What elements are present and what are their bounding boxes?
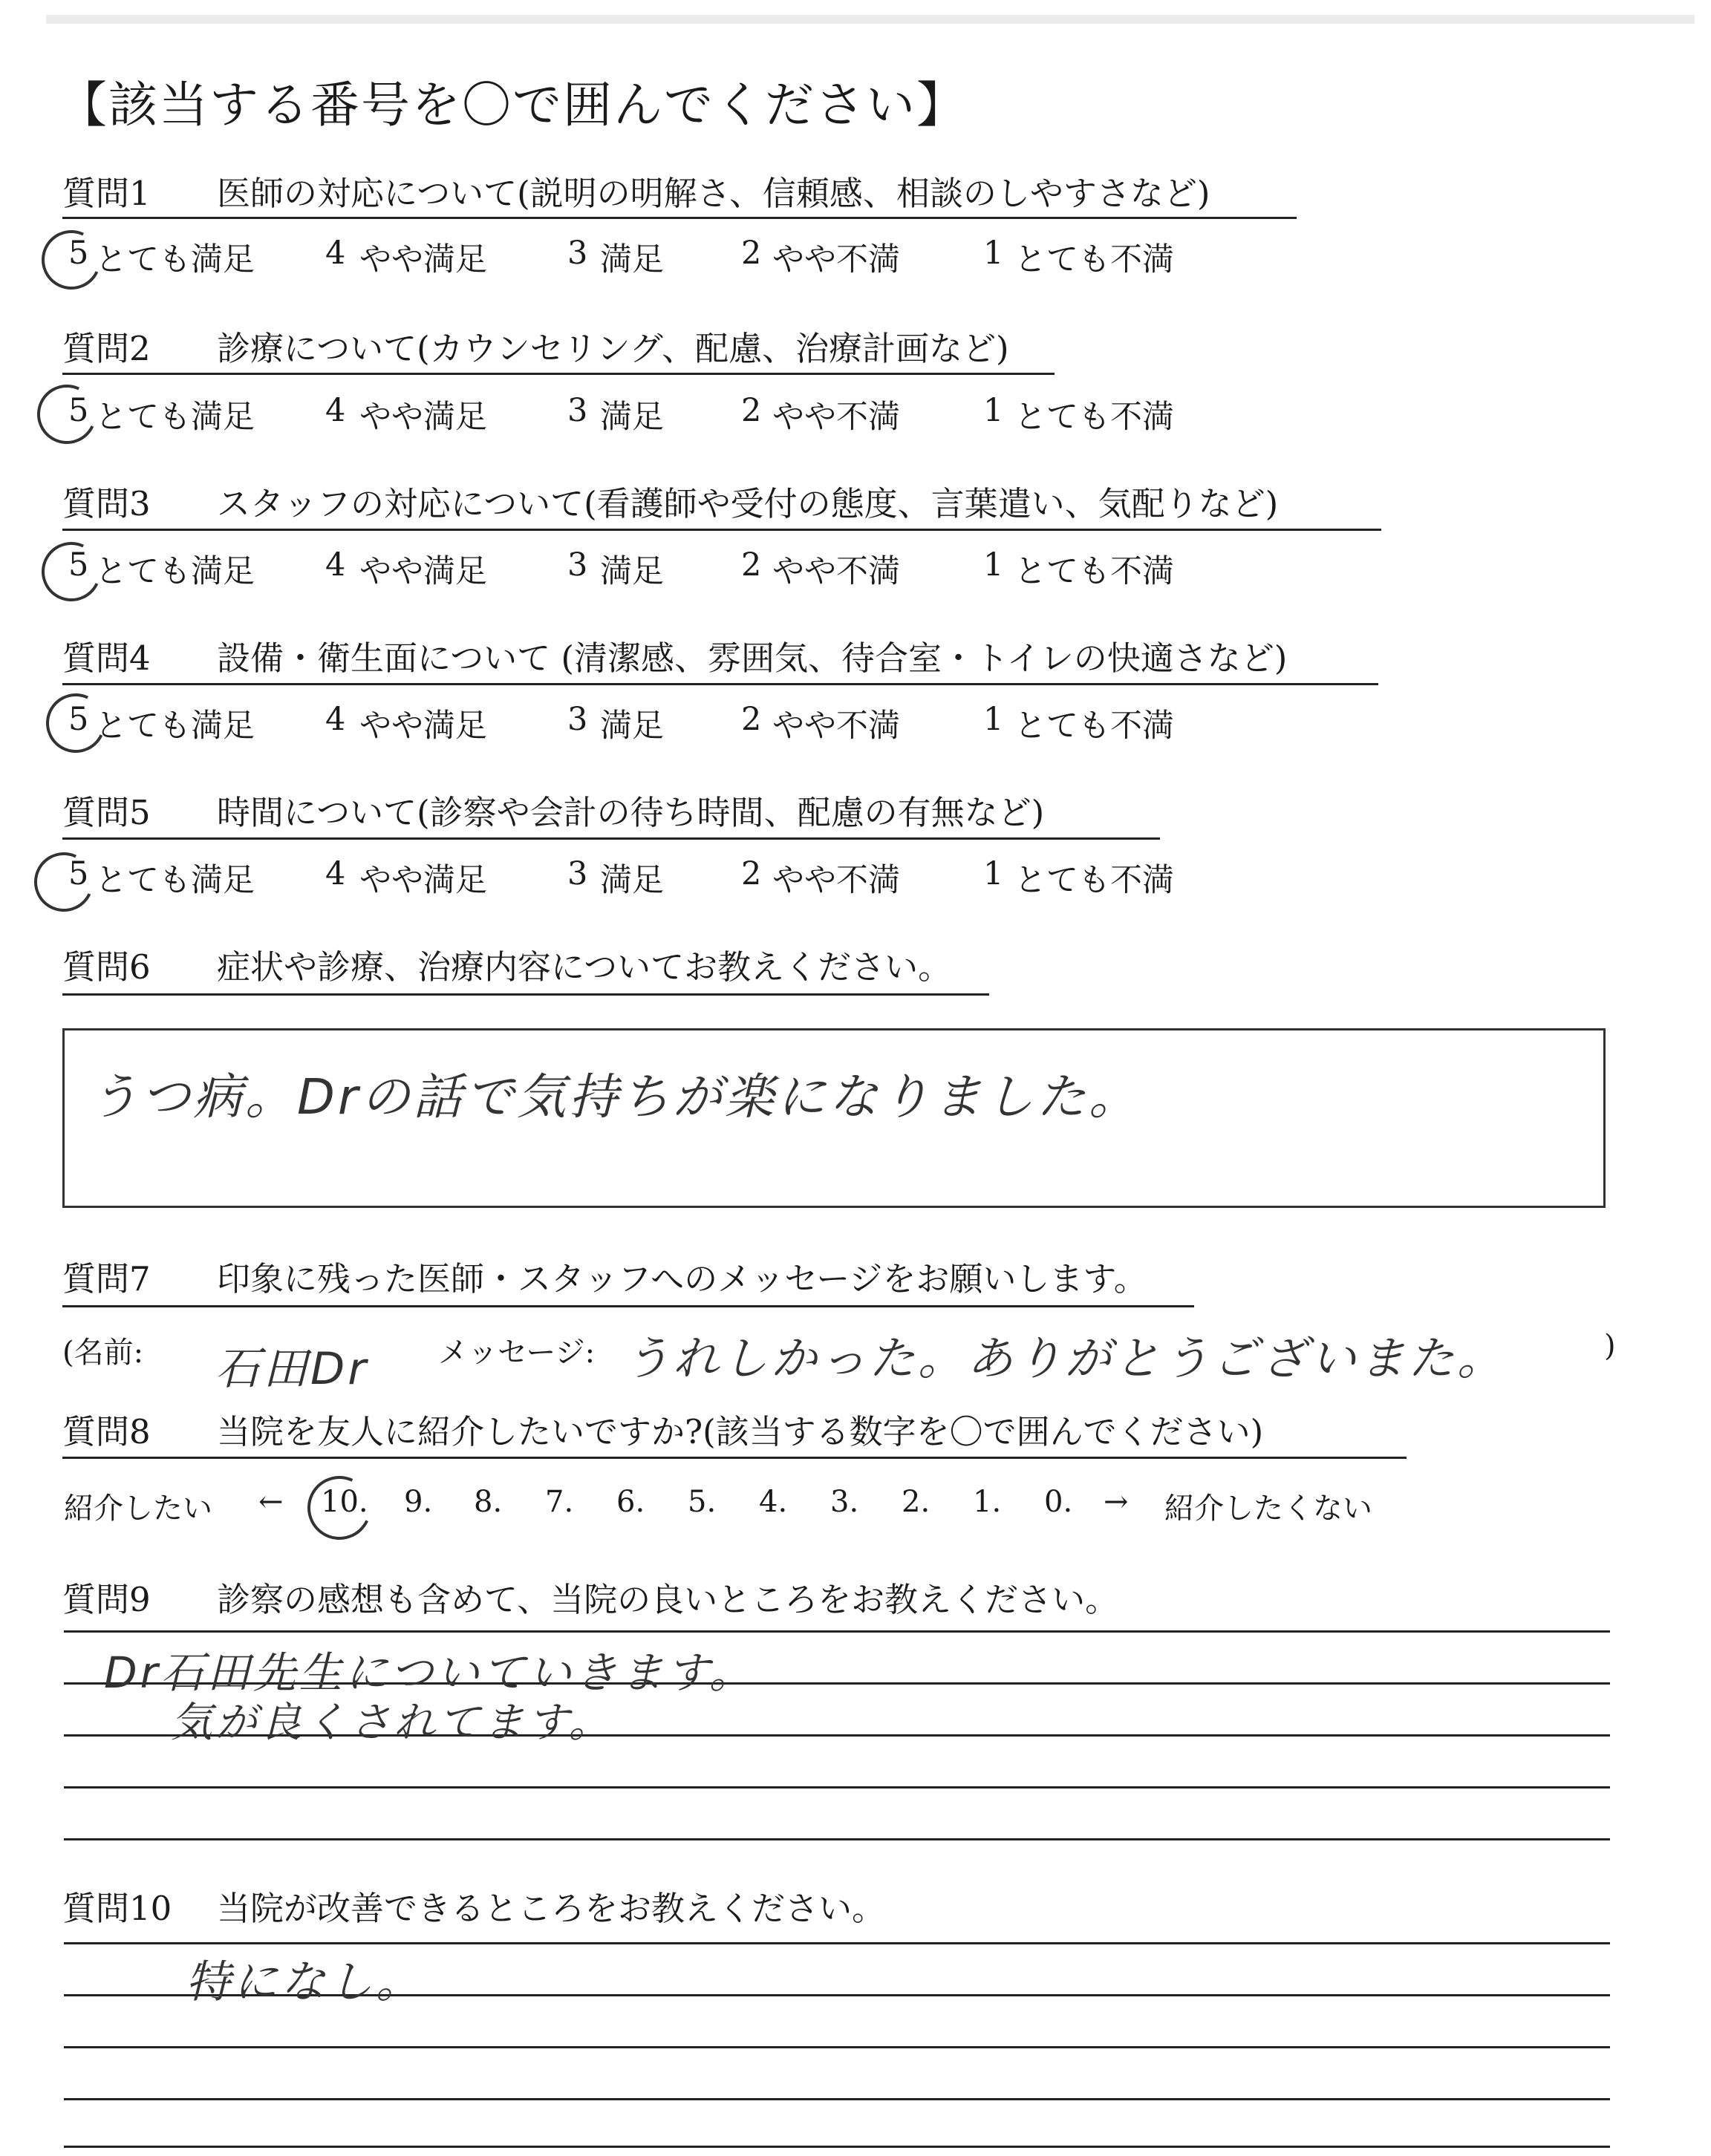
question-underline: [62, 1305, 1194, 1307]
question-text: スタッフの対応について(看護師や受付の態度、言葉遣い、気配りなど): [217, 484, 1279, 523]
option-number[interactable]: 4: [325, 701, 346, 738]
option-label: やや満足: [359, 399, 487, 436]
option-label: とても満足: [95, 708, 255, 745]
name-label: (名前:: [62, 1336, 144, 1370]
question-number: 質問5: [62, 793, 151, 832]
page-title: 【該当する番号を〇で囲んでください】: [58, 76, 967, 134]
question-9-heading: [62, 1580, 1119, 1619]
question-2-heading: [62, 329, 1009, 368]
question-number: 質問10: [62, 1889, 172, 1928]
option-number[interactable]: 3: [567, 235, 588, 272]
question-number: 質問2: [62, 329, 151, 368]
question-5-heading: [62, 793, 1045, 832]
option-number[interactable]: 5: [68, 235, 89, 272]
ruled-line: [64, 1630, 1610, 1633]
handwritten-answer-line: 気が良くされてます。: [171, 1699, 613, 1747]
scale-option[interactable]: 1.: [973, 1485, 1002, 1519]
option-number[interactable]: 2: [741, 546, 762, 584]
option-number[interactable]: 5: [68, 701, 89, 738]
scale-option[interactable]: 3.: [830, 1485, 859, 1519]
question-number: 質問1: [62, 174, 151, 213]
scan-edge: [46, 15, 1695, 24]
scale-option[interactable]: 7.: [545, 1485, 574, 1519]
option-label: とても満足: [95, 553, 255, 590]
option-label: とても不満: [1014, 241, 1174, 278]
selection-circle: [299, 1467, 380, 1549]
option-label: やや満足: [359, 553, 487, 590]
option-label: 満足: [600, 708, 664, 745]
option-number[interactable]: 5: [68, 546, 89, 584]
option-number[interactable]: 5: [68, 392, 89, 429]
question-8-heading: [62, 1412, 1264, 1451]
option-number[interactable]: 4: [325, 855, 346, 892]
question-6-heading: [62, 947, 952, 987]
question-underline: [62, 993, 989, 996]
option-number[interactable]: 4: [325, 546, 346, 584]
selection-circle: [29, 376, 105, 453]
question-text: 診察の感想も含めて、当院の良いところをお教えください。: [217, 1580, 1119, 1619]
rating-options-q1[interactable]: [0, 235, 1711, 279]
selection-circle: [33, 222, 110, 298]
option-number[interactable]: 2: [741, 855, 762, 892]
ruled-line: [64, 1786, 1610, 1788]
selection-circle: [33, 534, 110, 610]
scale-option[interactable]: 2.: [902, 1485, 931, 1519]
option-number[interactable]: 3: [567, 546, 588, 584]
option-label: とても満足: [95, 862, 255, 899]
option-label: とても不満: [1014, 862, 1174, 899]
option-label: やや満足: [359, 862, 487, 899]
question-7-heading: [62, 1259, 1147, 1298]
option-label: やや不満: [772, 241, 900, 278]
option-label: とても満足: [95, 399, 255, 436]
question-number: 質問9: [62, 1580, 151, 1619]
question-10-heading: [62, 1889, 886, 1928]
arrow-right-icon: →: [1104, 1485, 1129, 1519]
arrow-left-icon: ←: [258, 1485, 284, 1519]
handwritten-answer-line: Dr石田先生についていきます。: [104, 1647, 755, 1698]
question-1-heading: [62, 174, 1210, 213]
closing-paren: ): [1604, 1329, 1616, 1363]
rating-options-q2[interactable]: [0, 392, 1711, 437]
option-number[interactable]: 1: [983, 546, 1004, 584]
option-label: やや不満: [772, 553, 900, 590]
handwritten-message: うれしかった。ありがとうございまた。: [624, 1331, 1507, 1385]
option-number[interactable]: 1: [983, 235, 1004, 272]
message-label: メッセージ:: [438, 1336, 596, 1370]
question-number: 質問8: [62, 1412, 151, 1451]
question-3-heading: [62, 484, 1279, 523]
scale-option[interactable]: 9.: [404, 1485, 433, 1519]
scale-option[interactable]: 0.: [1044, 1485, 1073, 1519]
question-number: 質問4: [62, 638, 151, 678]
scale-option[interactable]: 5.: [688, 1485, 717, 1519]
question-number: 質問6: [62, 947, 151, 987]
option-number[interactable]: 1: [983, 392, 1004, 429]
rating-options-q4[interactable]: [0, 701, 1711, 745]
option-number[interactable]: 2: [741, 235, 762, 272]
question-number: 質問3: [62, 484, 151, 523]
question-number: 質問7: [62, 1259, 151, 1298]
handwritten-answer: 特になし。: [186, 1956, 423, 2008]
option-number[interactable]: 3: [567, 392, 588, 429]
question-underline: [62, 217, 1297, 219]
option-number[interactable]: 4: [325, 235, 346, 272]
ruled-line: [64, 2098, 1610, 2100]
option-label: とても不満: [1014, 399, 1174, 436]
scale-option[interactable]: 4.: [759, 1485, 788, 1519]
option-label: とても不満: [1014, 708, 1174, 745]
scale-left-label: 紹介したい: [64, 1492, 212, 1526]
handwritten-name: 石田Dr: [215, 1343, 369, 1395]
option-number[interactable]: 2: [741, 701, 762, 738]
handwritten-answer: うつ病。Drの話で気持ちが楽になりました。: [89, 1068, 1141, 1126]
option-number[interactable]: 5: [68, 855, 89, 892]
question-text: 医師の対応について(説明の明解さ、信頼感、相談のしやすさなど): [217, 174, 1210, 213]
option-label: やや満足: [359, 708, 487, 745]
option-number[interactable]: 3: [567, 855, 588, 892]
option-label: やや不満: [772, 399, 900, 436]
question-text: 当院が改善できるところをお教えください。: [217, 1889, 886, 1928]
question-text: 当院を友人に紹介したいですか?(該当する数字を〇で囲んでください): [217, 1412, 1264, 1451]
question-text: 印象に残った医師・スタッフへのメッセージをお願いします。: [217, 1259, 1147, 1298]
question-underline: [62, 683, 1378, 685]
option-label: やや満足: [359, 241, 487, 278]
scale-option[interactable]: 8.: [474, 1485, 503, 1519]
ruled-line: [64, 1942, 1610, 1944]
option-label: やや不満: [772, 862, 900, 899]
option-number[interactable]: 2: [741, 392, 762, 429]
scale-right-label: 紹介したくない: [1164, 1492, 1372, 1526]
option-label: 満足: [600, 399, 664, 436]
question-text: 時間について(診察や会計の待ち時間、配慮の有無など): [217, 793, 1045, 832]
option-label: とても満足: [95, 241, 255, 278]
option-number[interactable]: 1: [983, 701, 1004, 738]
scale-option[interactable]: 10.: [321, 1485, 368, 1519]
scale-option[interactable]: 6.: [616, 1485, 645, 1519]
question-underline: [62, 529, 1381, 531]
selection-circle: [38, 685, 114, 762]
option-number[interactable]: 3: [567, 701, 588, 738]
question-text: 設備・衛生面について (清潔感、雰囲気、待合室・トイレの快適さなど): [217, 638, 1288, 678]
rating-options-q3[interactable]: [0, 546, 1711, 591]
option-label: やや不満: [772, 708, 900, 745]
question-text: 症状や診療、治療内容についてお教えください。: [217, 947, 952, 987]
option-number[interactable]: 4: [325, 392, 346, 429]
option-label: 満足: [600, 862, 664, 899]
question-underline: [62, 1457, 1407, 1459]
rating-options-q5[interactable]: [0, 855, 1711, 900]
question-underline: [62, 373, 1055, 375]
ruled-line: [64, 2146, 1610, 2148]
question-text: 診療について(カウンセリング、配慮、治療計画など): [217, 329, 1009, 368]
question-underline: [62, 837, 1160, 840]
ruled-line: [64, 1838, 1610, 1840]
option-label: 満足: [600, 241, 664, 278]
option-number[interactable]: 1: [983, 855, 1004, 892]
option-label: とても不満: [1014, 553, 1174, 590]
question-4-heading: [62, 638, 1288, 678]
ruled-line: [64, 2046, 1610, 2048]
option-label: 満足: [600, 553, 664, 590]
